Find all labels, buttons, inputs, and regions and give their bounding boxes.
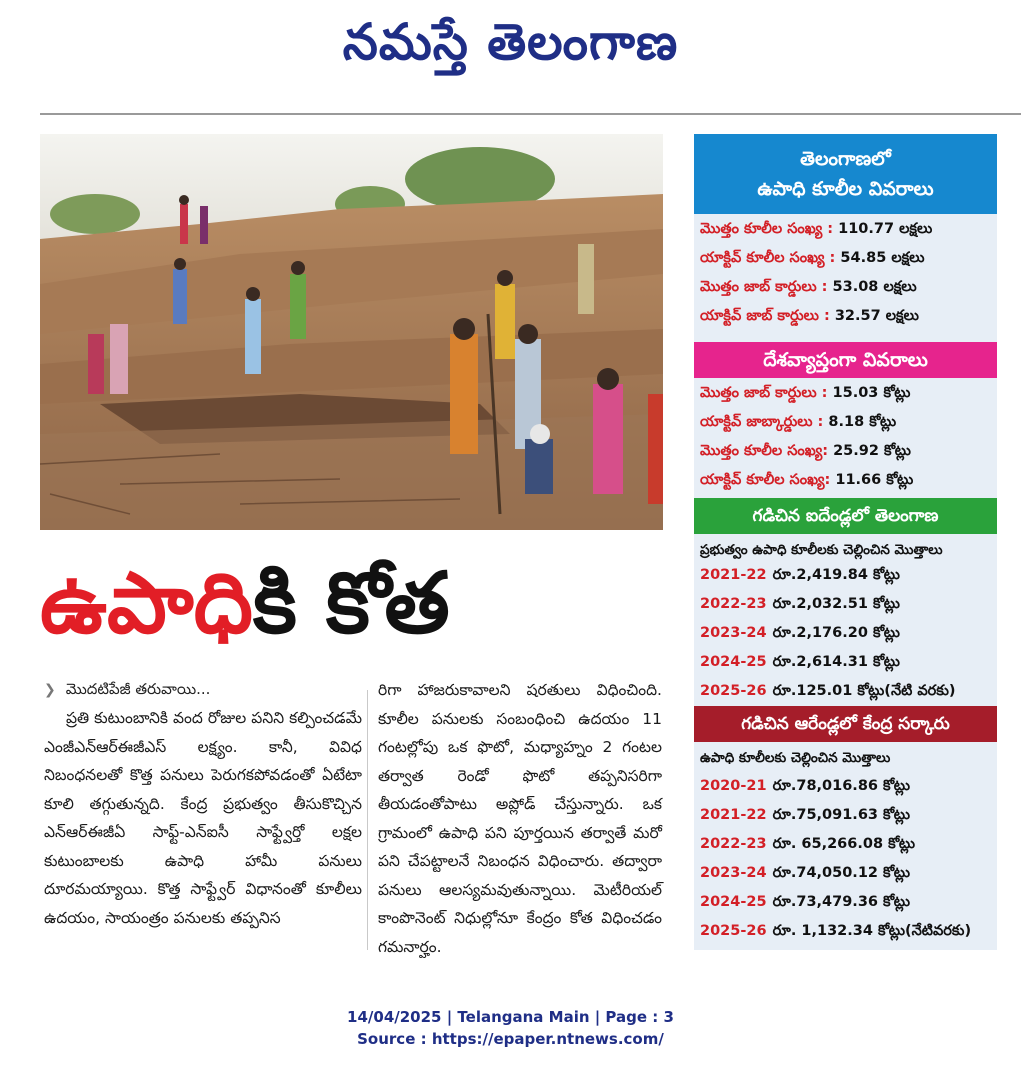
footer-date-edition: 14/04/2025 | Telangana Main | Page : 3 (347, 1008, 674, 1026)
year-row (700, 561, 995, 590)
stat-label: మొత్తం కూలీల సంఖ్య: (700, 443, 829, 459)
centre-six-years-title: గడిచిన ఆరేండ్లలో కేంద్ర సర్కారు (694, 706, 997, 742)
year-row (700, 677, 995, 706)
year-label: 2024-25 (700, 894, 767, 910)
year-value: రూ.2,032.51 కోట్లు (772, 596, 900, 612)
stat-row (700, 466, 995, 495)
headline (40, 548, 670, 658)
year-label: 2022-23 (700, 836, 767, 852)
stat-value: 110.77 లక్షలు (838, 221, 933, 237)
centre-payments-subtitle: ఉపాధి కూలీలకు చెల్లించిన మొత్తాలు (700, 750, 891, 766)
year-row (700, 772, 995, 801)
stat-row (700, 215, 995, 244)
stat-label: యాక్టివ్ కూలీల సంఖ్య: (700, 472, 831, 488)
year-label: 2022-23 (700, 596, 767, 612)
year-value: రూ.2,614.31 కోట్లు (772, 654, 900, 670)
telangana-five-years-title: గడిచిన ఐదేండ్లలో తెలంగాణ (694, 498, 997, 534)
year-value: రూ. 65,266.08 కోట్లు (772, 836, 916, 852)
stat-row (700, 408, 995, 437)
year-label: 2023-24 (700, 865, 767, 881)
year-label: 2020-21 (700, 778, 767, 794)
stat-value: 54.85 లక్షలు (840, 250, 925, 266)
masthead-logo: నమస్తే తెలంగాణ (342, 12, 679, 71)
year-value: రూ.2,176.20 కోట్లు (772, 625, 900, 641)
stat-value: 25.92 కోట్లు (833, 443, 911, 459)
stat-value: 8.18 కోట్లు (828, 414, 897, 430)
stat-row (700, 379, 995, 408)
telangana-title-line2: ఉపాధి కూలీల వివరాలు (757, 178, 934, 200)
year-label: 2021-22 (700, 807, 767, 823)
masthead-divider (40, 113, 1021, 115)
telangana-title-line1: తెలంగాణలో (800, 148, 891, 170)
year-label: 2024-25 (700, 654, 767, 670)
stat-value: 53.08 లక్షలు (832, 279, 917, 295)
year-value: రూ.73,479.36 కోట్లు (772, 894, 910, 910)
stat-label: యాక్టివ్ జాబ్ కార్డులు : (700, 308, 830, 324)
stat-row (700, 302, 995, 331)
footer-source: Source : https://epaper.ntnews.com/ (357, 1030, 664, 1048)
stat-row (700, 244, 995, 273)
stat-value: 15.03 కోట్లు (832, 385, 911, 401)
year-label: 2021-22 (700, 567, 767, 583)
year-value: రూ.2,419.84 కోట్లు (772, 567, 900, 583)
news-photo (40, 134, 663, 530)
year-label: 2023-24 (700, 625, 767, 641)
stat-row (700, 437, 995, 466)
column-divider (367, 690, 368, 950)
headline-black-part: కి కోత (252, 554, 450, 652)
stat-label: మొత్తం కూలీల సంఖ్య : (700, 221, 834, 237)
telangana-stats-title (694, 134, 997, 214)
year-row (700, 648, 995, 677)
stat-value: 11.66 కోట్లు (835, 472, 914, 488)
stat-label: మొత్తం జాబ్ కార్డులు : (700, 385, 828, 401)
continuation-kicker (44, 678, 210, 700)
year-value: రూ. 1,132.34 కోట్లు(నేటివరకు) (772, 923, 972, 939)
stat-label: యాక్టివ్ జాబ్కార్డులు : (700, 414, 824, 430)
stat-value: 32.57 లక్షలు (834, 308, 919, 324)
year-value: రూ.74,050.12 కోట్లు (772, 865, 910, 881)
year-label: 2025-26 (700, 923, 767, 939)
stat-row (700, 273, 995, 302)
year-value: రూ.75,091.63 కోట్లు (772, 807, 910, 823)
year-row (700, 619, 995, 648)
year-value: రూ.125.01 కోట్లు(నేటి వరకు) (772, 683, 956, 699)
chevron-right-icon: ❯ (44, 682, 56, 698)
year-row (700, 590, 995, 619)
year-row (700, 859, 995, 888)
article-column-2: రిగా హాజరుకావాలని షరతులు విధించింది. కూలీల పనులకు సంబంధించి ఉదయం 11 గంటల్లోపు ఒక ఫొటో, మధ్యాహ్నం 2 గంటల తర్వాత రెండో ఫొటో తప్పనిసరిగా తీయడంతోపాటు అప్లోడ్ చేస్తున్నారు. ఒక గ్రామంలో ఉపాధి పని పూర్తయిన తర్వాతే మరో పని చేపట్టాలనే నిబంధన విధించారు. తద్వారా పనులు ఆలస్యమవుతున్నాయి. మెటీరియల్ కాంపొనెంట్ నిధుల్లోనూ కేంద్రం కోత విధించడం గమనార్హం. (378, 681, 662, 956)
article-column-1: ప్రతి కుటుంబానికి వంద రోజుల పనిని కల్పించడమే ఎంజీఎన్ఆర్ఈజీఎస్ లక్ష్యం. కానీ, వివిధ నిబంధనలతో కొత్త పనులు పెరుగకపోవడంతో ఏటేటా కూలి తగ్గుతున్నది. కేంద్ర ప్రభుత్వం తీసుకొచ్చిన ఎన్ఆర్ఈజీఏ సాఫ్ట్-ఎన్ఐసీ సాఫ్ట్వేర్తో లక్షల కుటుంబాలకు ఉపాధి హామీ పనులు దూరమయ్యాయి. కొత్త సాఫ్ట్వేర్ విధానంతో కూలీలు ఉదయం, సాయంత్రం పనులకు తప్పనిస (44, 709, 362, 927)
national-stats-title: దేశవ్యాప్తంగా వివరాలు (694, 342, 997, 378)
year-value: రూ.78,016.86 కోట్లు (772, 778, 910, 794)
stat-label: మొత్తం జాబ్ కార్డులు : (700, 279, 828, 295)
stat-label: యాక్టివ్ కూలీల సంఖ్య : (700, 250, 836, 266)
year-label: 2025-26 (700, 683, 767, 699)
year-row (700, 801, 995, 830)
year-row (700, 917, 995, 946)
year-row (700, 888, 995, 917)
headline-red-part: ఉపాధి (40, 554, 253, 652)
year-row (700, 830, 995, 859)
kicker-text: మొదటిపేజీ తరువాయి... (65, 680, 211, 698)
telangana-payments-subtitle: ప్రభుత్వం ఉపాధి కూలీలకు చెల్లించిన మొత్తాలు (700, 542, 943, 558)
